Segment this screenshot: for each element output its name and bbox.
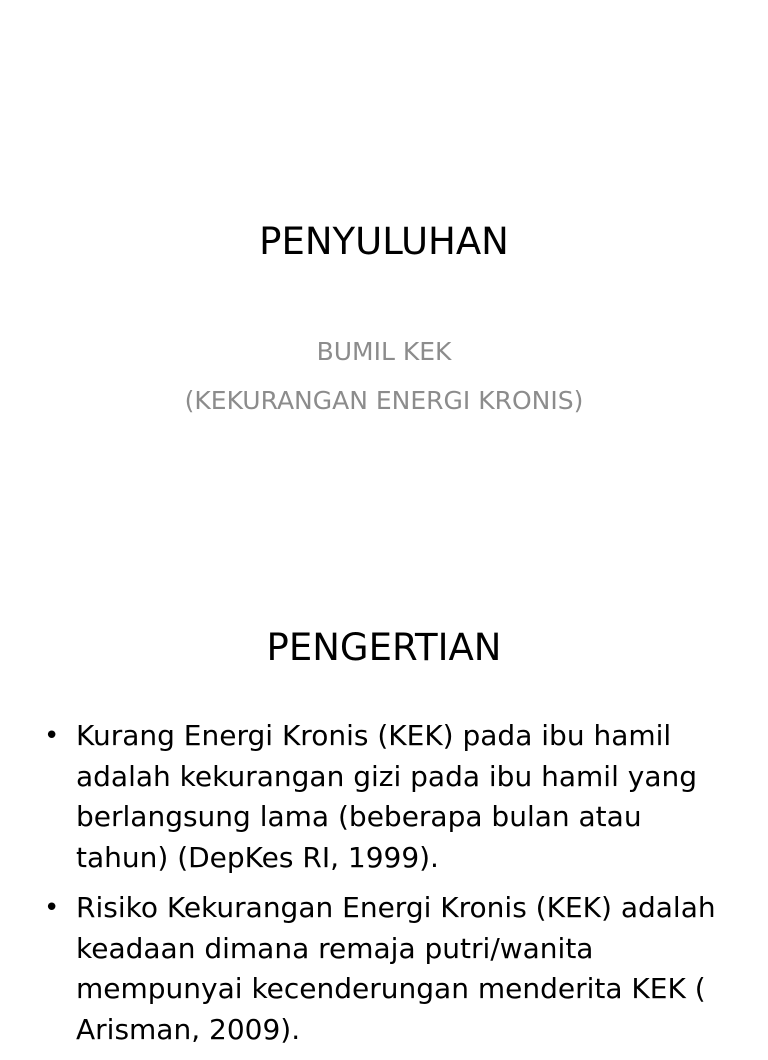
bullet-item-kek-definition bbox=[44, 716, 744, 878]
bullet-text-line: Risiko Kekurangan Energi Kronis (KEK) adalah bbox=[76, 891, 716, 924]
bullet-text-line: Arisman, 2009). bbox=[76, 1012, 301, 1046]
bullet-text-line: tahun) (DepKes RI, 1999). bbox=[76, 840, 439, 874]
bullet-marker: • bbox=[44, 893, 60, 923]
bullet-text-line: adalah kekurangan gizi pada ibu hamil yang bbox=[76, 759, 697, 793]
slide-title-pengertian: PENGERTIAN bbox=[266, 626, 502, 669]
slide-subtitle-line-1: BUMIL KEK bbox=[316, 337, 452, 366]
bullet-marker: • bbox=[44, 721, 60, 751]
definition-bullet-list bbox=[44, 716, 744, 1060]
slide-title-penyuluhan: PENYULUHAN bbox=[259, 220, 509, 263]
slide-subtitle-line-2: (KEKURANGAN ENERGI KRONIS) bbox=[184, 386, 584, 415]
bullet-text-line: berlangsung lama (beberapa bulan atau bbox=[76, 800, 642, 833]
bullet-text-line: Kurang Energi Kronis (KEK) pada ibu hamil bbox=[76, 719, 672, 752]
bullet-item-kek-risk bbox=[44, 888, 744, 1050]
bullet-text-line: mempunyai kecenderungan menderita KEK ( bbox=[76, 972, 706, 1005]
bullet-text-line: keadaan dimana remaja putri/wanita bbox=[76, 931, 594, 965]
